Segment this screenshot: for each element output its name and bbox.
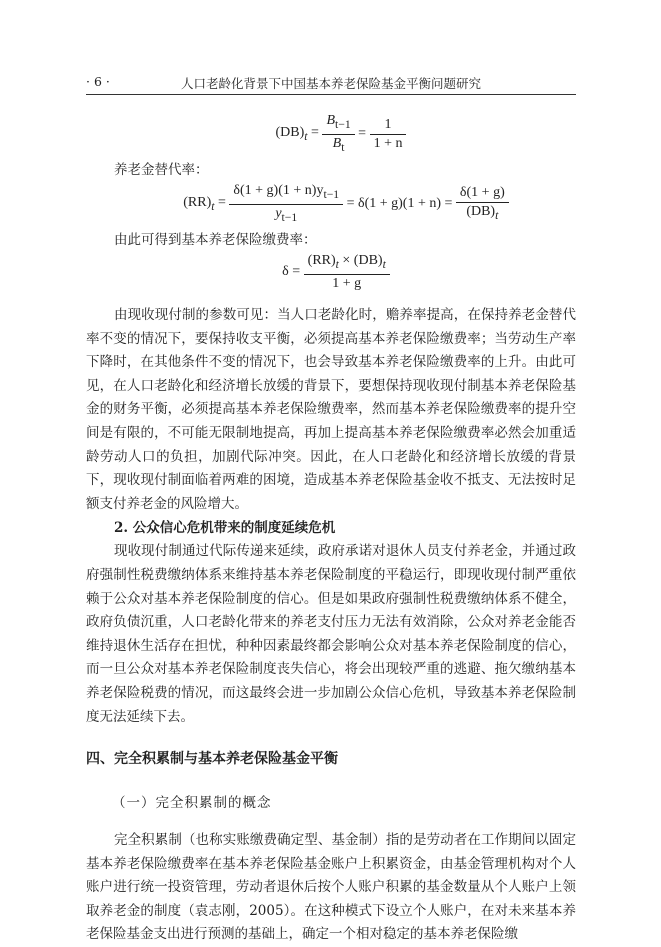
- equation-rr: $(RR)_t$ = $\frac{\delta(1 + g)(1 + n)y_{t-1}}{y_{t-1}}$ = δ(1 + g)(1 + n) = $\frac{\delta(1 + g)}{(DB)_t}$: [86, 182, 576, 226]
- eq3-num-mid: × (DB): [338, 253, 383, 268]
- equation-delta: [86, 252, 576, 298]
- eq1-lhs: (DB): [275, 125, 305, 141]
- delta-intro-text: 由此可得到基本养老保险缴费率：: [114, 232, 317, 248]
- page-header: [86, 72, 576, 95]
- eq2-frac1-den: y: [275, 205, 282, 221]
- eq1-frac2-num: 1: [370, 116, 407, 135]
- paragraph-1: 由现收现付制的参数可见：当人口老龄化时，赡养率提高，在保持养老金替代率不变的情况下，要保持收支平衡，必须提高基本养老保险缴费率；当劳动生产率下降时，在其他条件不变的情况下，也会导致基本养老保险缴费率的上升。由此可见，在人口老龄化和经济增长放缓的背景下，要想保持现收现付制基本养老保险基金的财务平衡，必须提高基本养老保险缴费率，然而基本养老保险缴费率的提升空间是有限的，不可能无限制地提高，再加上提高基本养老保险缴费率必然会加重适龄劳动人口的负担，加剧代际冲突。因此，在人口老龄化和经济增长放缓的背景下，现收现付制面临着两难的困境，造成基本养老保险基金收不抵支、无法按时足额支付养老金的风险增大。: [86, 307, 576, 512]
- rr-intro-text: 养老金替代率：: [114, 162, 209, 178]
- eq2-fraction-2: [456, 184, 509, 225]
- eq1-equals: =: [311, 125, 319, 141]
- eq2-frac1-num: δ(1 + g)(1 + n)y: [233, 183, 324, 198]
- eq2-frac1-den-sub: t−1: [281, 210, 298, 224]
- paragraph-2: 现收现付制通过代际传递来延续，政府承诺对退休人员支付养老金，并通过政府强制性税费缴纳体系来维持基本养老保险制度的平稳运行，即现收现付制严重依赖于公众对基本养老保险制度的信心。但是如果政府强制性税费缴纳体系不健全，政府负债沉重，人口老龄化带来的养老支付压力无法有效消除，公众对养老金能否维持退休生活存在担忧，种种因素最终都会影响公众对基本养老保险制度的信心，而一旦公众对基本养老保险制度丧失信心，将会出现较严重的逃避、拖欠缴纳基本养老保险税费的情况，而这最终会进一步加剧公众信心危机，导致基本养老保险制度无法延续下去。: [86, 543, 576, 725]
- subheading-2: 2. 公众信心危机带来的制度延续危机: [114, 520, 336, 537]
- page-number: · 6 ·: [86, 74, 110, 89]
- eq1-frac2-den: 1 + n: [373, 135, 403, 151]
- eq3-den: 1 + g: [332, 275, 362, 291]
- eq1-fraction-2: [370, 116, 407, 153]
- eq2-frac1-num-sub: t−1: [323, 187, 340, 201]
- eq2-frac2-den-sub: t: [495, 208, 499, 222]
- eq2-frac2-den: (DB): [466, 203, 496, 219]
- eq2-fraction-1: [229, 182, 343, 227]
- eq2-middle: = δ(1 + g)(1 + n) =: [346, 196, 453, 212]
- eq3-lhs: δ =: [282, 264, 301, 280]
- eq1-frac1-den-sub: t: [341, 140, 345, 154]
- eq2-lhs-sub: t: [211, 200, 215, 214]
- page-body: [86, 112, 576, 947]
- eq2-frac2-num: δ(1 + g): [456, 184, 509, 203]
- eq2-lhs: (RR): [183, 195, 212, 211]
- eq3-num-sub2: t: [382, 257, 386, 271]
- paragraph-3: 完全积累制（也称实账缴费确定型、基金制）指的是劳动者在工作期间以固定基本养老保险缴费率在基本养老保险基金账户上积累资金，由基金管理机构对个人账户进行统一投资管理，劳动者退休后按个人账户积累的基金数量从个人账户上领取养老金的制度（袁志刚，2005）。在这种模式下设立个人账户，在对未来基本养老保险基金支出进行预测的基础上，确定一个相对稳定的基本养老保险缴: [86, 832, 576, 943]
- running-title: 人口老龄化背景下中国基本养老保险基金平衡问题研究: [180, 76, 481, 91]
- eq3-num-sub1: t: [335, 257, 339, 271]
- eq1-frac1-num-sub: t−1: [335, 117, 351, 131]
- eq1-frac1-den: B: [332, 135, 342, 151]
- eq3-fraction: [304, 252, 390, 293]
- section-4-heading: 四、完全积累制与基本养老保险基金平衡: [86, 751, 338, 768]
- subsection-1-heading: （一）完全积累制的概念: [112, 795, 272, 812]
- eq1-fraction-1: [322, 112, 354, 157]
- eq1-lhs-sub: t: [304, 130, 308, 144]
- eq1-frac1-num: B: [326, 113, 336, 128]
- eq3-num: (RR): [307, 253, 336, 268]
- equation-db: $(DB)_t$ = $\frac{B_{t-1}}{B_t}$ = $\frac{1}{1 + n}$: [86, 112, 576, 156]
